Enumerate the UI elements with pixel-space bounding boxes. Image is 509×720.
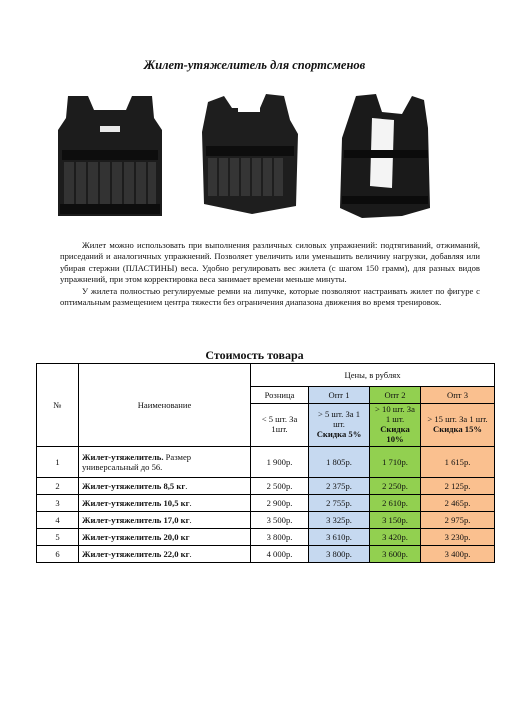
description-paragraph: Жилет можно использовать при выполнения различных силовых упражнений: подтягиваний, отжиманий, приседаний и аналогичных упражнений. Позволяет увеличить или уменьшить величину нагрузки, добавляя или убирая стержни (ПЛАСТИНЫ) веса. Удобно регулировать вес жилета (с шагом 150 грамм), для разных видов упражнений, при этом корректировка веса занимает времени меньше минуты.: [60, 240, 480, 285]
row-opt1-price: 2 375р.: [309, 478, 370, 495]
row-name-bold: Жилет-утяжелитель 22,0 кг: [82, 549, 190, 559]
opt1-quantity: > 5 шт. За 1 шт.: [317, 409, 361, 430]
row-opt2-price: 2 250р.: [370, 478, 421, 495]
row-name: [79, 478, 251, 495]
table-row: [37, 478, 495, 495]
opt2-discount: Скидка 10%: [380, 424, 410, 444]
row-retail-price: 3 800р.: [251, 529, 309, 546]
row-retail-price: 2 500р.: [251, 478, 309, 495]
opt1-discount: Скидка 5%: [316, 428, 362, 439]
row-opt3-price: 2 125р.: [421, 478, 495, 495]
row-num: 4: [37, 512, 79, 529]
row-name-bold: Жилет-утяжелитель 10,5 кг: [82, 498, 190, 508]
row-num: 5: [37, 529, 79, 546]
row-name-bold: Жилет-утяжелитель 8,5 кг: [82, 481, 186, 491]
header-opt1: Опт 1: [309, 387, 370, 404]
price-table-title: Стоимость товара: [205, 348, 304, 362]
document-title: Жилет-утяжелитель для спортсменов: [143, 58, 366, 72]
retail-condition: < 5 шт. За 1шт.: [251, 404, 309, 447]
row-num: 3: [37, 495, 79, 512]
row-num: 2: [37, 478, 79, 495]
row-opt2-price: 3 600р.: [370, 546, 421, 563]
row-opt3-price: 1 615р.: [421, 447, 495, 478]
header-name: Наименование: [79, 364, 251, 447]
opt3-discount: Скидка 15%: [433, 424, 482, 434]
opt1-condition: [309, 404, 370, 447]
table-row: [37, 447, 495, 478]
vest-side-photo: [332, 88, 436, 223]
vest-angle-photo: [192, 88, 304, 223]
row-opt2-price: 1 710р.: [370, 447, 421, 478]
row-retail-price: 2 900р.: [251, 495, 309, 512]
row-opt3-price: 2 465р.: [421, 495, 495, 512]
table-row: [37, 546, 495, 563]
row-opt1-price: 3 800р.: [309, 546, 370, 563]
header-retail: Розница: [251, 387, 309, 404]
row-opt3-price: 2 975р.: [421, 512, 495, 529]
opt3-quantity: > 15 шт. За 1 шт.: [427, 414, 488, 425]
row-retail-price: 4 000р.: [251, 546, 309, 563]
row-retail-price: 1 900р.: [251, 447, 309, 478]
row-opt1-price: 3 610р.: [309, 529, 370, 546]
row-name: [79, 447, 251, 478]
row-opt2-price: 3 150р.: [370, 512, 421, 529]
description-paragraph: У жилета полностью регулируемые ремни на липучке, которые позволяют настраивать жилет по фигуре с оптимальным размещением центра тяжести без ограничения диапазона движения во время тренировок.: [60, 285, 480, 308]
table-row: [37, 495, 495, 512]
vest-front-photo: [50, 88, 170, 223]
row-opt2-price: 3 420р.: [370, 529, 421, 546]
header-opt2: Опт 2: [370, 387, 421, 404]
row-opt3-price: 3 400р.: [421, 546, 495, 563]
header-prices: Цены, в рублях: [251, 364, 495, 387]
header-num: №: [37, 364, 79, 447]
row-opt3-price: 3 230р.: [421, 529, 495, 546]
row-name: [79, 495, 251, 512]
row-name-rest: Размер универсальный до 56.: [82, 452, 192, 472]
row-retail-price: 3 500р.: [251, 512, 309, 529]
header-opt3: Опт 3: [421, 387, 495, 404]
row-name-rest: .: [189, 515, 192, 525]
product-description: [60, 240, 480, 309]
row-opt2-price: 2 610р.: [370, 495, 421, 512]
row-name-rest: .: [189, 549, 192, 559]
row-opt1-price: 1 805р.: [309, 447, 370, 478]
row-num: 1: [37, 447, 79, 478]
row-opt1-price: 2 755р.: [309, 495, 370, 512]
product-photos: [0, 88, 509, 228]
table-row: [37, 529, 495, 546]
row-opt1-price: 3 325р.: [309, 512, 370, 529]
row-name-bold: Жилет-утяжелитель 20,0 кг: [82, 532, 190, 542]
row-name: [79, 529, 251, 546]
row-name-rest: .: [189, 498, 192, 508]
opt3-condition: [421, 404, 495, 447]
header-row: [37, 364, 495, 387]
opt2-quantity: > 10 шт. За 1 шт.: [375, 404, 415, 425]
row-name-rest: .: [185, 481, 188, 491]
row-name-bold: Жилет-утяжелитель 17,0 кг: [82, 515, 190, 525]
row-num: 6: [37, 546, 79, 563]
table-row: [37, 512, 495, 529]
opt2-condition: [370, 404, 421, 447]
row-name-bold: Жилет-утяжелитель.: [82, 452, 164, 462]
row-name: [79, 512, 251, 529]
price-table: [36, 363, 495, 563]
row-name: [79, 546, 251, 563]
